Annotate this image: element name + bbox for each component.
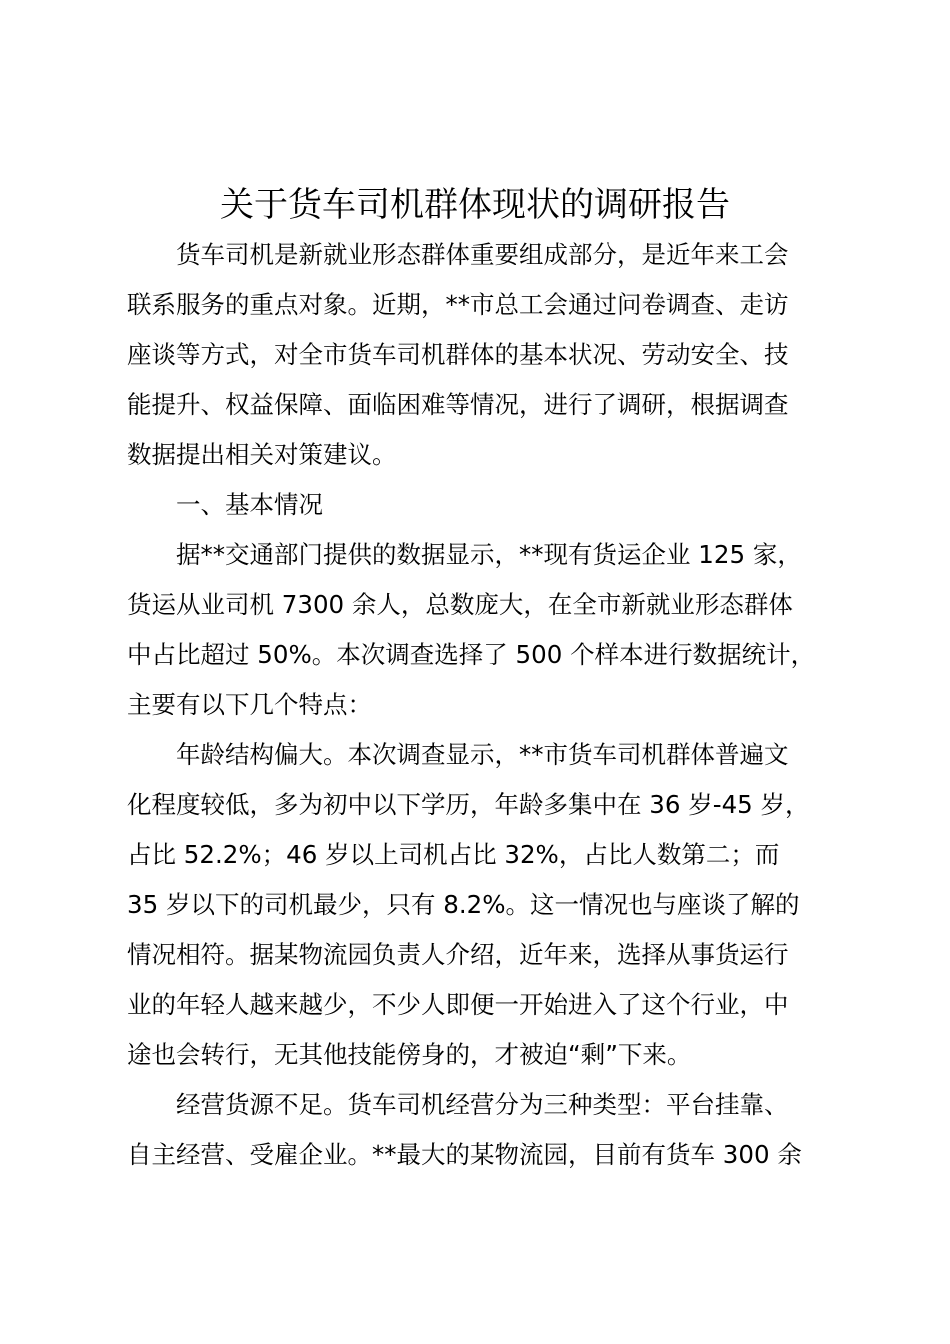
paragraph-line: 据**交通部门提供的数据显示，**现有货运企业 125 家， [176, 540, 802, 569]
paragraph-line: 占比 52.2%；46 岁以上司机占比 32%，占比人数第二；而 [127, 840, 780, 869]
paragraph-line: 货车司机是新就业形态群体重要组成部分，是近年来工会 [176, 240, 789, 269]
section-heading: 一、基本情况 [176, 490, 323, 519]
paragraph-line: 货运从业司机 7300 余人，总数庞大，在全市新就业形态群体 [127, 590, 793, 619]
paragraph-line: 自主经营、受雇企业。**最大的某物流园，目前有货车 300 余 [127, 1140, 802, 1169]
paragraph-line: 中占比超过 50%。本次调查选择了 500 个样本进行数据统计， [127, 640, 816, 669]
paragraph-line: 化程度较低，多为初中以下学历，年龄多集中在 36 岁-45 岁， [127, 790, 810, 819]
paragraph-line: 能提升、权益保障、面临困难等情况，进行了调研，根据调查 [127, 390, 789, 419]
paragraph-line: 途也会转行，无其他技能傍身的，才被迫“剩”下来。 [127, 1040, 692, 1069]
paragraph-line: 座谈等方式，对全市货车司机群体的基本状况、劳动安全、技 [127, 340, 789, 369]
paragraph-line: 经营货源不足。货车司机经营分为三种类型：平台挂靠、 [176, 1090, 789, 1119]
paragraph-line: 联系服务的重点对象。近期，**市总工会通过问卷调查、走访 [127, 290, 789, 319]
paragraph-line: 35 岁以下的司机最少，只有 8.2%。这一情况也与座谈了解的 [127, 890, 800, 919]
paragraph-line: 年龄结构偏大。本次调查显示，**市货车司机群体普遍文 [176, 740, 789, 769]
paragraph-line: 情况相符。据某物流园负责人介绍，近年来，选择从事货运行 [127, 940, 789, 969]
paragraph-line: 主要有以下几个特点： [127, 690, 372, 719]
document-title: 关于货车司机群体现状的调研报告 [220, 185, 730, 225]
paragraph-line: 业的年轻人越来越少，不少人即便一开始进入了这个行业，中 [127, 990, 789, 1019]
paragraph-line: 数据提出相关对策建议。 [127, 440, 397, 469]
